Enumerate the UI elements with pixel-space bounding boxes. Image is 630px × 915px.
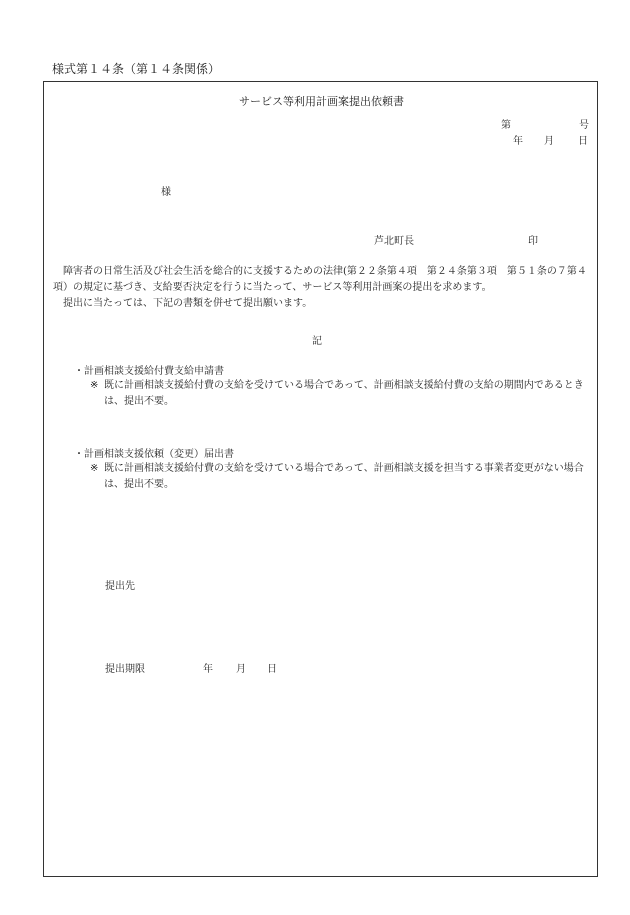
deadline-month: 月 bbox=[236, 664, 246, 675]
date-year: 年 bbox=[513, 136, 523, 147]
item-1-note-mark: ※ bbox=[90, 380, 99, 391]
item-1-note-text: 既に計画相談支援給付費の支給を受けている場合であって、計画相談支援給付費の支給の期間内であるときは、提出不要。 bbox=[104, 380, 584, 407]
document-title: サービス等利用計画案提出依頼書 bbox=[239, 95, 404, 108]
item-2-note-mark: ※ bbox=[90, 463, 99, 474]
issuer-name: 芦北町長 bbox=[374, 236, 414, 247]
date-day: 日 bbox=[578, 136, 588, 147]
body-paragraph-1: 障害者の日常生活及び社会生活を総合的に支援するための法律(第２２条第４項 第２４条第３項 第５１条の７第４項）の規定に基づき、支給要否決定を行うに当たって、サービス等利用計画案の提出を求めます。 bbox=[53, 266, 587, 293]
addressee-suffix: 様 bbox=[161, 187, 171, 198]
issuer-seal: 印 bbox=[528, 236, 538, 247]
deadline-year: 年 bbox=[203, 664, 213, 675]
item-1-note bbox=[90, 378, 590, 410]
item-2-note-text: 既に計画相談支援給付費の支給を受けている場合であって、計画相談支援を担当する事業者変更がない場合は、提出不要。 bbox=[104, 463, 584, 490]
deadline-day: 日 bbox=[267, 664, 277, 675]
submission-deadline-label: 提出期限 bbox=[105, 664, 145, 675]
item-2-note bbox=[90, 461, 590, 493]
number-prefix: 第 bbox=[501, 120, 511, 131]
number-suffix: 号 bbox=[579, 120, 589, 131]
submission-destination-label: 提出先 bbox=[105, 581, 135, 592]
item-1-heading: ・計画相談支援給付費支給申請書 bbox=[74, 366, 224, 377]
body-paragraph-2: 提出に当たっては、下記の書類を併せて提出願います。 bbox=[63, 298, 313, 309]
form-number-label: 様式第１４条（第１４条関係） bbox=[52, 62, 221, 76]
date-month: 月 bbox=[544, 136, 554, 147]
item-2-heading: ・計画相談支援依頼（変更）届出書 bbox=[74, 449, 234, 460]
document-frame bbox=[43, 81, 598, 877]
ki-label: 記 bbox=[312, 336, 322, 347]
